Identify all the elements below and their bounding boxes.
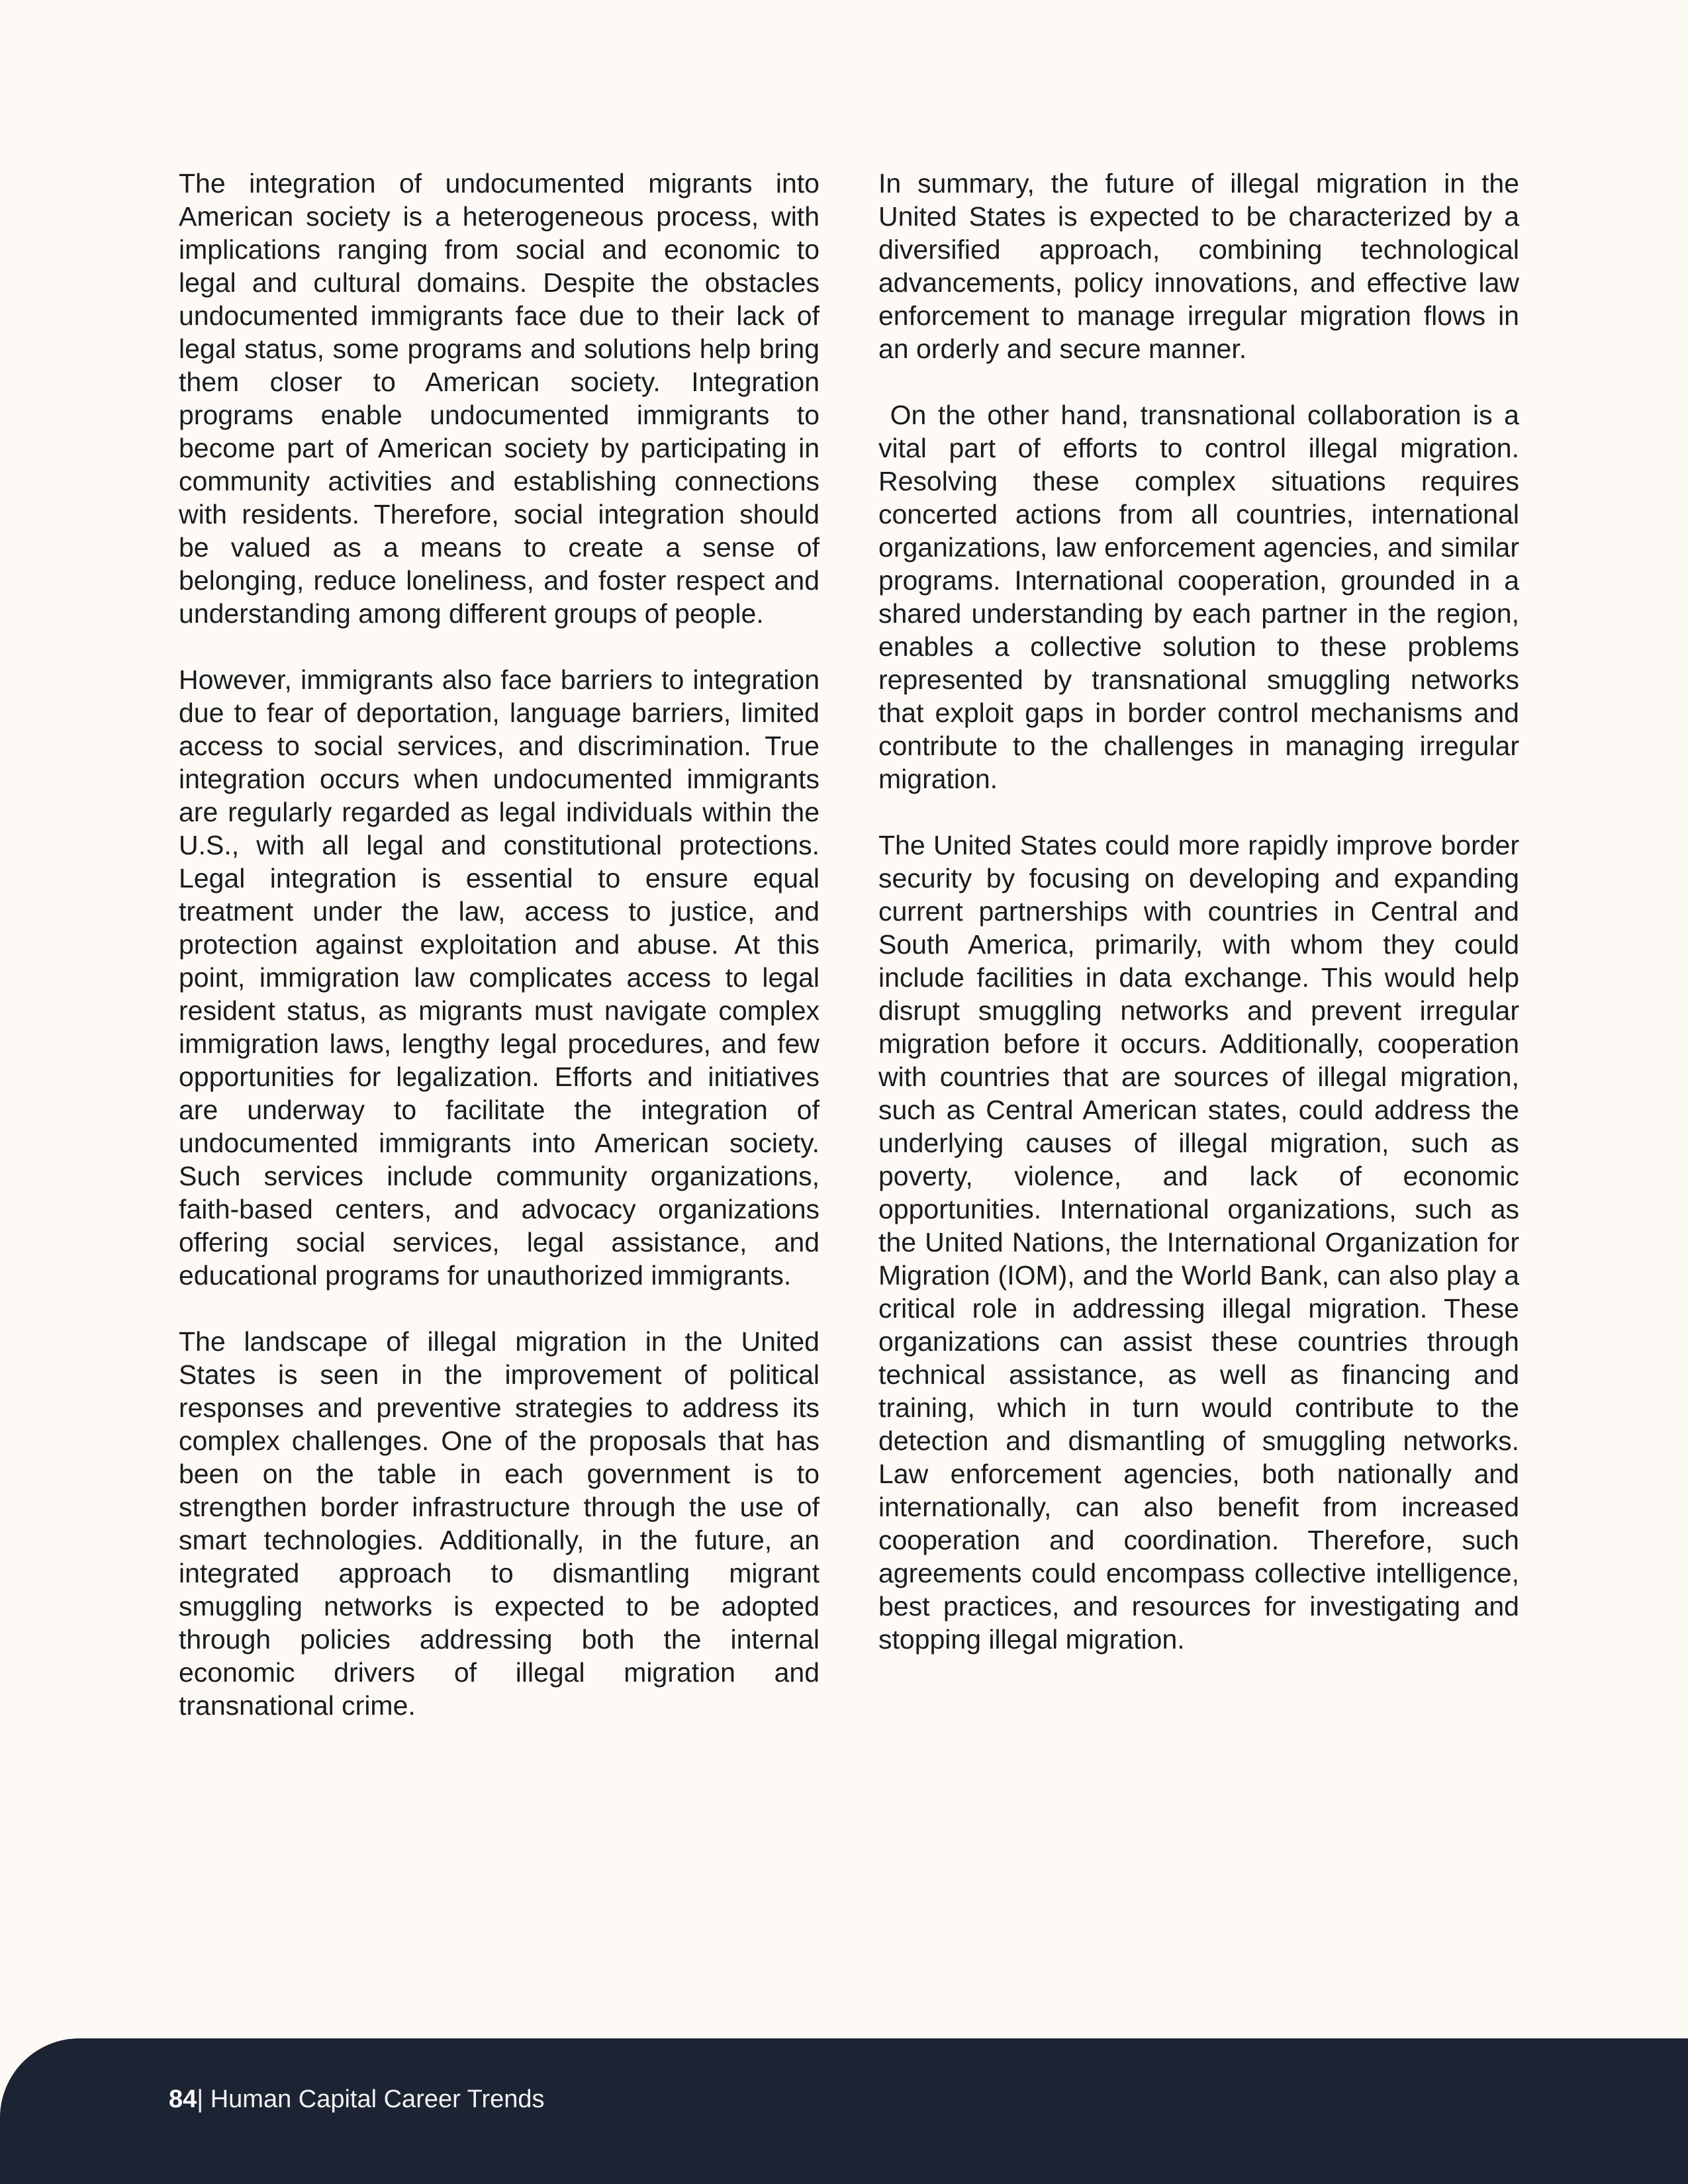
body-paragraph: On the other hand, transnational collaboration is a vital part of efforts to control illegal migration. Resolving these complex situations requires concerted actions from all countries, international organizations, law enforcement agencies, and similar programs. International cooperation, grounded in a shared understanding by each partner in the region, enables a collective solution to these problems represented by transnational smuggling networks that exploit gaps in border control mechanisms and contribute to the challenges in managing irregular migration. bbox=[878, 400, 1519, 794]
page-footer bbox=[0, 2038, 1688, 2184]
footer-caption bbox=[169, 2085, 545, 2114]
left-text-column bbox=[179, 167, 820, 1722]
footer-separator: | bbox=[197, 2085, 204, 2113]
right-text-column bbox=[878, 167, 1519, 1656]
page-number: 84 bbox=[169, 2085, 197, 2113]
body-paragraph: However, immigrants also face barriers to integration due to fear of deportation, language barriers, limited access to social services, and discrimination. True integration occurs when undocumented immigrants are regularly regarded as legal individuals within the U.S., with all legal and constitutional protections. Legal integration is essential to ensure equal treatment under the law, access to justice, and protection against exploitation and abuse. At this point, immigration law complicates access to legal resident status, as migrants must navigate complex immigration laws, lengthy legal procedures, and few opportunities for legalization. Efforts and initiatives are underway to facilitate the integration of undocumented immigrants into American society. Such services include community organizations, faith-based centers, and advocacy organizations offering social services, legal assistance, and educational programs for unauthorized immigrants. bbox=[179, 664, 820, 1291]
body-paragraph: The integration of undocumented migrants into American society is a heterogeneous process, with implications ranging from social and economic to legal and cultural domains. Despite the obstacles undocumented immigrants face due to their lack of legal status, some programs and solutions help bring them closer to American society. Integration programs enable undocumented immigrants to become part of American society by participating in community activities and establishing connections with residents. Therefore, social integration should be valued as a means to create a sense of belonging, reduce loneliness, and foster respect and understanding among different groups of people. bbox=[179, 168, 820, 629]
body-paragraph: The United States could more rapidly improve border security by focusing on developing and expanding current partnerships with countries in Central and South America, primarily, with whom they could include facilities in data exchange. This would help disrupt smuggling networks and prevent irregular migration before it occurs. Additionally, cooperation with countries that are sources of illegal migration, such as Central American states, could address the underlying causes of illegal migration, such as poverty, violence, and lack of economic opportunities. International organizations, such as the United Nations, the International Organization for Migration (IOM), and the World Bank, can also play a critical role in addressing illegal migration. These organizations can assist these countries through technical assistance, as well as financing and training, which in turn would contribute to the detection and dismantling of smuggling networks. Law enforcement agencies, both nationally and internationally, can also benefit from increased cooperation and coordination. Therefore, such agreements could encompass collective intelligence, best practices, and resources for investigating and stopping illegal migration. bbox=[878, 830, 1519, 1655]
publication-title: Human Capital Career Trends bbox=[203, 2085, 545, 2113]
body-paragraph: In summary, the future of illegal migration in the United States is expected to be characterized by a diversified approach, combining technological advancements, policy innovations, and effective law enforcement to manage irregular migration flows in an orderly and secure manner. bbox=[878, 168, 1519, 364]
body-paragraph: The landscape of illegal migration in the United States is seen in the improvement of political responses and preventive strategies to address its complex challenges. One of the proposals that has been on the table in each government is to strengthen border infrastructure through the use of smart technologies. Additionally, in the future, an integrated approach to dismantling migrant smuggling networks is expected to be adopted through policies addressing both the internal economic drivers of illegal migration and transnational crime. bbox=[179, 1326, 820, 1721]
